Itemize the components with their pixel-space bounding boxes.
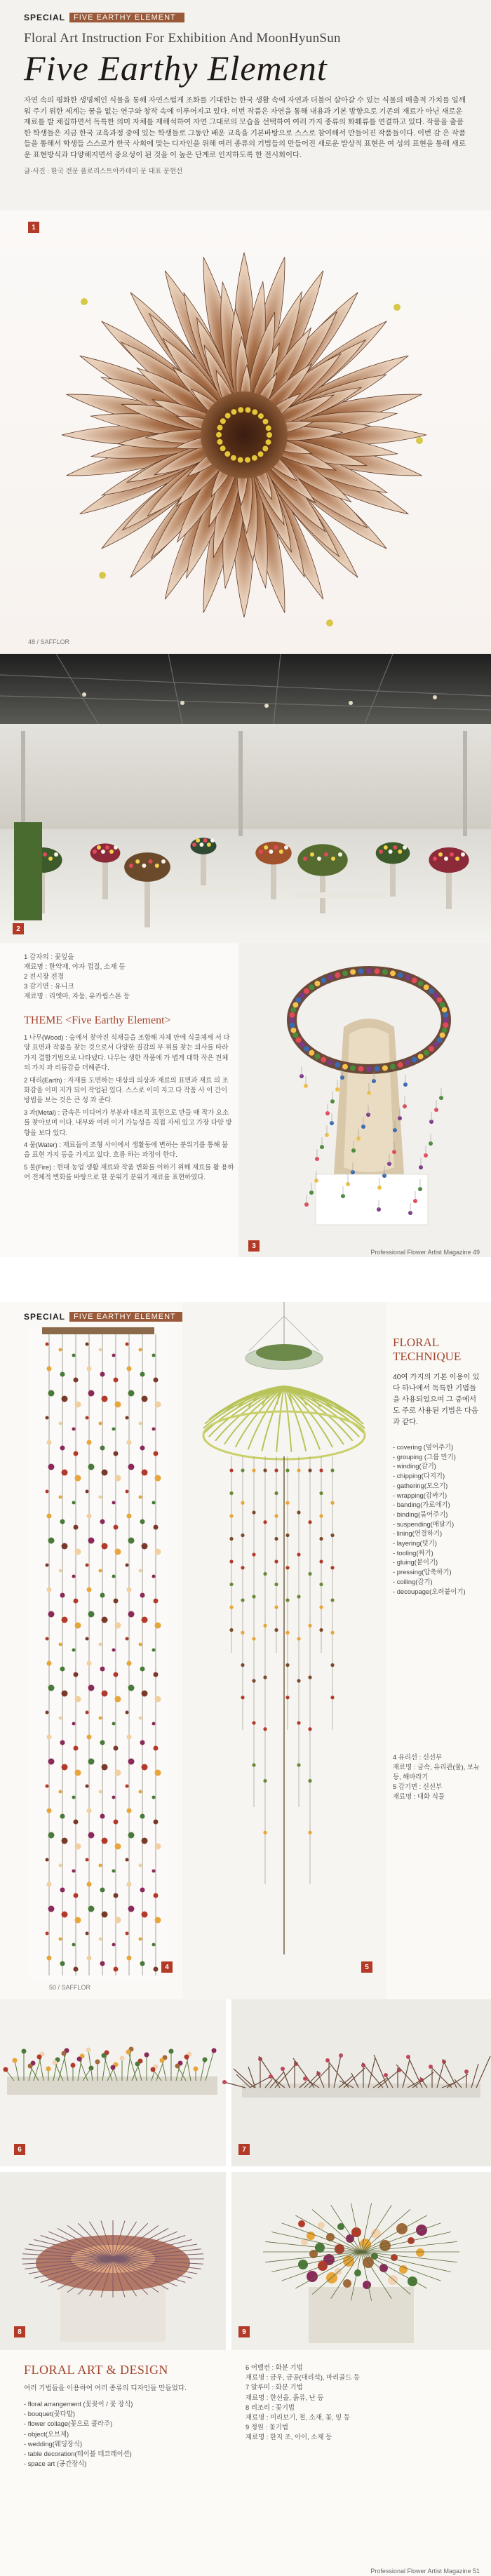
design-item: - bouquet(꽃다발) bbox=[24, 2410, 76, 2418]
photo-number-badge: 4 bbox=[161, 1961, 173, 1973]
photo-caption-list bbox=[24, 953, 234, 1002]
technique-item: - tooling(짜기) bbox=[393, 1548, 433, 1557]
page-number: 50 / SAFFLOR bbox=[49, 1984, 91, 1991]
caption-line: 3 감기면 : 유니크 bbox=[24, 983, 74, 991]
photo-grid-illustration bbox=[0, 1999, 491, 2350]
technique-item: - covering (덮어주기) bbox=[393, 1443, 454, 1451]
design-list bbox=[24, 2399, 220, 2469]
theme-section bbox=[0, 943, 491, 1257]
technique-item: - gathering(모으기) bbox=[393, 1481, 448, 1489]
caption-line: 2 전시장 전경 bbox=[24, 973, 65, 981]
caption-line: 재료명 : 한약재, 야자 껍질, 소재 등 bbox=[24, 963, 126, 971]
caption-line: 5 감기면 : 신선부 bbox=[393, 1783, 442, 1790]
technique-item: - lining(연결하기) bbox=[393, 1529, 443, 1538]
technique-heading-line: TECHNIQUE bbox=[393, 1350, 462, 1363]
hanging-strands-illustration bbox=[0, 1302, 386, 2004]
kicker-band: FIVE EARTHY ELEMENT bbox=[69, 13, 184, 22]
final-captions bbox=[246, 2363, 470, 2443]
final-paragraph: 여러 기법들을 이용하여 여러 종류의 디자인들 만들었다. bbox=[24, 2384, 187, 2392]
caption-line: 7 알루미 : 화분 기법 bbox=[246, 2383, 303, 2391]
technique-item: - coiling(감기) bbox=[393, 1577, 433, 1585]
photo-number-badge: 1 bbox=[28, 222, 39, 233]
technique-item: - gluing(붙이기) bbox=[393, 1558, 438, 1567]
final-heading: FLORAL ART & DESIGN bbox=[24, 2363, 168, 2377]
caption-line: 재료명 : 리엣마, 자둠, 유카립스톤 등 bbox=[24, 993, 130, 1000]
photo-exhibition-hall bbox=[0, 654, 491, 943]
intro-paragraph: 자연 속의 평화한 생명체인 식물을 통해 자연스럽게 조화를 기대한는 한국 생활 속에 자연과 더불어 살아갈 수 있는 식물의 매출적 가치를 일깨워 주기 위한 세계는 꿈을 없는 연구와 창작 속에 이루어지고 있다. 이번 작품은 자연을 통해 내용과 기본 방향으로 기존의 재료가 아닌 새로운 재료를 발 채집하면서 독특한 의미 자체를 재해석하여 자연 그대로의 모습을 선택하여 여러 가지 종류의 화훼류를 연결하고 있다. 작품을 출품 한 학생들은 지금 한국 교육과정 중에 있는 학생들로 그동안 배운 교육을 기본바탕으로 스스로 참여해서 만들어진 작품들이다. 이번 감 은 작품들을 통해서 학생들 스스로가 한국 사회에 맞는 디자인을 위해 여러 종류의 기법들의 만들어진 새로운 발상적 표현은 여 성의 표현을 통해 새로운 표현방식과 다양해지면서 중요성이 된 것을 이 높은 단계로 인지하도록 한 전시회이다. bbox=[24, 97, 466, 159]
theme-heading: THEME <Five Earthy Element> bbox=[24, 1014, 171, 1026]
photo-number-badge: 2 bbox=[13, 923, 24, 934]
caption-line: 4 유리선 : 신선부 bbox=[393, 1753, 442, 1761]
design-item: - wedding(웨딩장식) bbox=[24, 2439, 83, 2448]
design-item: - object(오브제) bbox=[24, 2429, 69, 2438]
caption-line: 1 감자의 : 꽃잎을 bbox=[24, 953, 74, 961]
page-number: 48 / SAFFLOR bbox=[28, 638, 70, 645]
kicker-label: SPECIAL bbox=[24, 13, 66, 22]
caption-line: 재료명 : 금속, 유리관(물), 보뉴 등, 해바라기 bbox=[393, 1763, 480, 1780]
theme-item: 5 불(Fire) : 현대 농업 생활 재료와 작품 변화를 이하기 위해 재료를 활 용하여 전체적 변화를 바탕으로 한 분위기 분위기 재료를 표현하였다. bbox=[24, 1162, 234, 1181]
article-header bbox=[0, 0, 491, 210]
caption-line: 재료명 : 대화 식물 bbox=[393, 1792, 445, 1800]
design-item: - floral arrangement (꽃꽂이 / 꽃 장식) bbox=[24, 2400, 133, 2408]
design-item: - table decoration(테이블 데코레이션) bbox=[24, 2450, 132, 2458]
technique-section bbox=[0, 1302, 491, 2004]
theme-item-list bbox=[24, 1033, 234, 1183]
photo-credit: 글·사진 : 한국 전문 플로리스트아카데미 문 대표 문현선 bbox=[24, 168, 183, 175]
technique-item: - chipping(다지기) bbox=[393, 1472, 445, 1480]
article-title: Five Earthy Element bbox=[24, 48, 328, 88]
design-item: - space art (공간장식) bbox=[24, 2460, 87, 2468]
photo-grid bbox=[0, 1999, 491, 2350]
technique-item: - pressing(압축하기) bbox=[393, 1568, 452, 1576]
theme-item: 4 물(Water) : 재료들이 조형 사이에서 생활동에 변하는 분위기를 통해 물 을 표현 가지 등을 가지고 있다. 흐름 하는 과정이 한다. bbox=[24, 1141, 229, 1159]
technique-item: - binding(묶어주기) bbox=[393, 1510, 448, 1518]
article-subhead: Floral Art Instruction For Exhibition And MoonHyunSun bbox=[24, 31, 341, 46]
caption-line: 6 어벨컨 : 화분 기법 bbox=[246, 2363, 303, 2371]
theme-item: 1 나무(Wood) : 숲에서 찾아진 식재들을 조합해 자체 안에 식물체세 서 다양 표면과 작품을 찾는 것으로서 다양한 질감의 부 위를 찾는 의사를 따라 가지 결합기법으로 나타냈다. 나무는 생한 작품에 가 볍게 대학 작은 전체의 가치 과 리듬감을 더해준다. bbox=[24, 1033, 230, 1072]
exhibition-hall-illustration bbox=[0, 654, 491, 943]
technique-heading-line: FLORAL bbox=[393, 1336, 440, 1349]
photo-hanging-wreath bbox=[238, 943, 491, 1257]
page-footer: Professional Flower Artist Magazine 49 bbox=[370, 1249, 480, 1256]
technique-caption bbox=[393, 1752, 484, 1802]
technique-item: - suspending(매달기) bbox=[393, 1520, 455, 1528]
theme-item: 2 대리(Earth) : 자재를 도면하는 대상의 의상과 재료의 표면과 재료 의 조화감을 이미 지가 되어 작업된 있다. 스스로 이미 지고 다 작품 사 이 간이 방법을 보는 것은 큰 성 과 준다. bbox=[24, 1075, 229, 1104]
theme-item: 3 과(Metal) : 금속은 미디어가 부분과 대조적 표현으로 만들 때 작가 요소를 찾아보며 이다. 내부와 여러 이기 가능성을 직접 자세 있고 가장 다양 방향을 보다 있다. bbox=[24, 1108, 232, 1136]
caption-line: 재료명 : 금우, 금공(대리석), 마리골드 등 bbox=[246, 2373, 360, 2382]
photo-number-badge: 7 bbox=[238, 2144, 250, 2155]
section-kicker bbox=[24, 13, 467, 22]
kicker-band: FIVE EARTHY ELEMENT bbox=[69, 1312, 184, 1322]
hanging-wreath-illustration bbox=[238, 943, 491, 1257]
caption-line: 재료명 : 한선을, 흙류, 난 등 bbox=[246, 2393, 324, 2401]
caption-line: 재료명 : 한지 조, 아이, 소재 등 bbox=[246, 2433, 332, 2441]
petal-flower-illustration bbox=[0, 210, 491, 654]
technique-heading bbox=[393, 1336, 461, 1364]
technique-item: - layering(덧기) bbox=[393, 1539, 437, 1548]
photo-number-badge: 9 bbox=[238, 2326, 250, 2337]
design-item: - flower collage(꽃으로 콜라주) bbox=[24, 2420, 113, 2428]
photo-number-badge: 5 bbox=[361, 1961, 372, 1973]
photo-number-badge: 6 bbox=[14, 2144, 25, 2155]
caption-line: 재료명 : 미리보기, 철, 소재, 꽃, 잎 등 bbox=[246, 2413, 350, 2422]
page-footer: Professional Flower Artist Magazine 51 bbox=[370, 2568, 480, 2575]
floral-art-design-section bbox=[0, 2350, 491, 2576]
caption-line: 8 리조리 : 꽃기법 bbox=[246, 2403, 295, 2411]
photo-number-badge: 3 bbox=[248, 1240, 260, 1252]
technique-item: - winding(감기) bbox=[393, 1462, 436, 1470]
technique-item: - grouping (그룹 만기) bbox=[393, 1452, 456, 1461]
photo-number-badge: 8 bbox=[14, 2326, 25, 2337]
technique-paragraph: 40여 가지의 기본 이용이 있다 하나에서 독특한 기법들을 사용되었으며 그 중에서도 주로 사용된 기법은 다음과 같다. bbox=[393, 1374, 480, 1426]
photo-flower-1 bbox=[0, 210, 491, 654]
technique-item: - wrapping(감싸기) bbox=[393, 1491, 448, 1499]
theme-text-column bbox=[24, 953, 234, 1185]
technique-list bbox=[393, 1442, 480, 1596]
technique-item: - decoupage(오려붙이기) bbox=[393, 1587, 466, 1595]
technique-item: - banding(가로에기) bbox=[393, 1501, 450, 1509]
caption-line: 9 정원 : 꽃기법 bbox=[246, 2423, 288, 2431]
kicker-label: SPECIAL bbox=[24, 1312, 66, 1322]
